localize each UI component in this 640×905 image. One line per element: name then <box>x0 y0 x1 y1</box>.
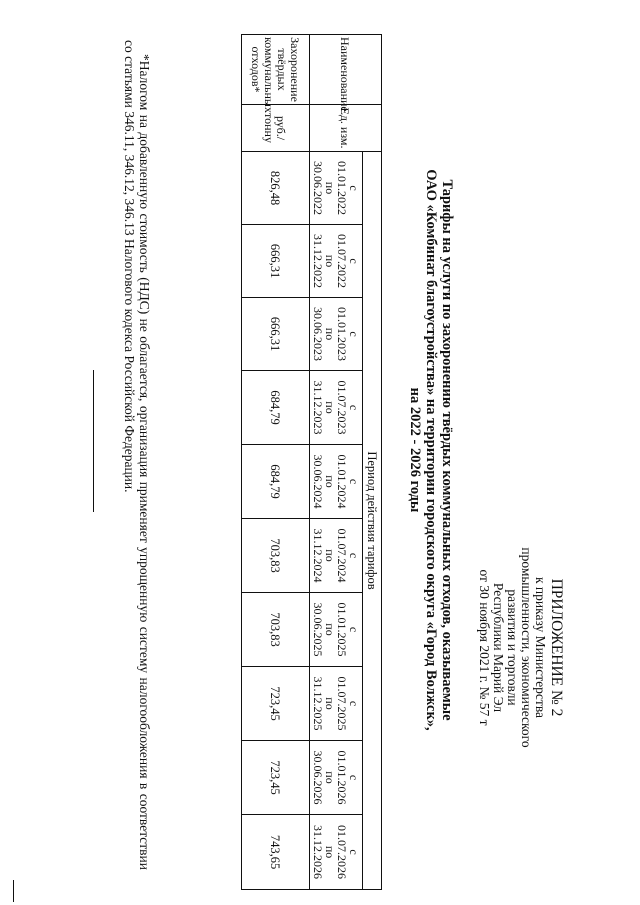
period-from: с <box>347 331 361 337</box>
period-cell <box>310 741 363 815</box>
period-by: по <box>323 845 337 859</box>
period-by: по <box>323 327 337 341</box>
period-from: с <box>347 404 361 411</box>
period-start: 01.01.2024 <box>335 454 349 509</box>
period-end: 30.06.2023 <box>311 307 325 361</box>
approval-block <box>477 525 565 770</box>
period-cell <box>310 593 363 667</box>
period-by: по <box>323 697 337 710</box>
period-by: по <box>323 254 337 268</box>
period-from: с <box>347 552 361 559</box>
period-cell <box>310 519 363 593</box>
footnote-rule <box>93 370 94 512</box>
period-start: 01.01.2025 <box>335 602 349 657</box>
tariff-value: 723,45 <box>242 667 310 741</box>
tariff-value: 666,31 <box>242 298 310 371</box>
period-end: 30.06.2024 <box>311 454 325 509</box>
title-line: ОАО «Комбинат благоустройства» на территории городского округа «Город Волжск», <box>423 169 439 731</box>
period-end: 30.06.2026 <box>311 750 325 805</box>
footnote: *Налогом на добавленную стоимость (НДС) не облагается, организация применяет упрощенную систему налогообложения в соответствии со статьями 346.11, 346.12, 346.13 Налогового кодекса Российской Федерации. <box>122 40 152 870</box>
period-from: с <box>347 626 361 633</box>
tariff-table <box>241 34 382 890</box>
period-cell <box>310 667 363 741</box>
period-end: 31.12.2022 <box>311 234 325 288</box>
period-from: с <box>347 258 361 264</box>
table-row <box>242 35 310 890</box>
period-from: с <box>347 774 361 781</box>
approval-line: развития и торговли <box>505 589 520 706</box>
header-period-group: Период действия тарифов <box>363 152 382 890</box>
period-cell <box>310 445 363 519</box>
period-start: 01.01.2023 <box>335 307 349 361</box>
document-title <box>407 130 455 770</box>
row-unit: руб./ тонну <box>242 105 310 152</box>
approval-line: от 30 ноября 2021 г. № 57 т <box>477 569 492 726</box>
approval-line: к приказу Министерства <box>533 576 548 719</box>
title-line: на 2022 - 2026 годы <box>407 387 423 513</box>
period-start: 01.07.2022 <box>335 234 349 288</box>
period-from: с <box>347 185 361 191</box>
period-cell <box>310 225 363 298</box>
period-start: 01.07.2025 <box>335 676 349 731</box>
period-by: по <box>323 549 337 562</box>
period-from: с <box>347 478 361 485</box>
tariff-value: 743,65 <box>242 815 310 890</box>
tariff-value: 703,83 <box>242 593 310 667</box>
title-line: Тарифы на услуги по захоронению твёрдых коммунальных отходов, оказываемые <box>439 179 455 721</box>
period-by: по <box>323 401 337 414</box>
header-unit: Ед. изм. <box>310 105 382 152</box>
period-start: 01.07.2023 <box>335 380 349 435</box>
table-header-row <box>363 35 382 890</box>
period-start: 01.07.2024 <box>335 528 349 583</box>
row-name: Захоронение твёрдых коммунальных отходов* <box>242 35 310 105</box>
corner-mark <box>13 880 14 902</box>
header-name: Наименование <box>310 35 382 105</box>
period-cell <box>310 152 363 225</box>
period-cell <box>310 815 363 890</box>
period-row <box>310 35 363 890</box>
tariff-value: 684,79 <box>242 371 310 445</box>
tariff-value: 723,45 <box>242 741 310 815</box>
period-start: 01.01.2022 <box>335 161 349 215</box>
period-by: по <box>323 623 337 636</box>
period-by: по <box>323 771 337 784</box>
period-cell <box>310 298 363 371</box>
period-start: 01.01.2026 <box>335 750 349 805</box>
tariff-value: 684,79 <box>242 445 310 519</box>
period-end: 30.06.2022 <box>311 161 325 215</box>
period-end: 31.12.2024 <box>311 528 325 583</box>
period-cell <box>310 371 363 445</box>
period-end: 31.12.2023 <box>311 380 325 435</box>
appendix-title: ПРИЛОЖЕНИЕ № 2 <box>548 578 565 717</box>
period-from: с <box>347 849 361 855</box>
period-from: с <box>347 700 361 707</box>
period-by: по <box>323 181 337 195</box>
tariff-value: 703,83 <box>242 519 310 593</box>
period-by: по <box>323 475 337 488</box>
period-end: 30.06.2025 <box>311 602 325 657</box>
period-end: 31.12.2026 <box>311 825 325 880</box>
period-start: 01.07.2026 <box>335 825 349 880</box>
approval-line: промышленности, экономического <box>519 547 534 748</box>
approval-line: Республики Марий Эл <box>491 582 506 713</box>
tariff-value: 666,31 <box>242 225 310 298</box>
period-end: 31.12.2025 <box>311 676 325 731</box>
tariff-value: 826,48 <box>242 152 310 225</box>
